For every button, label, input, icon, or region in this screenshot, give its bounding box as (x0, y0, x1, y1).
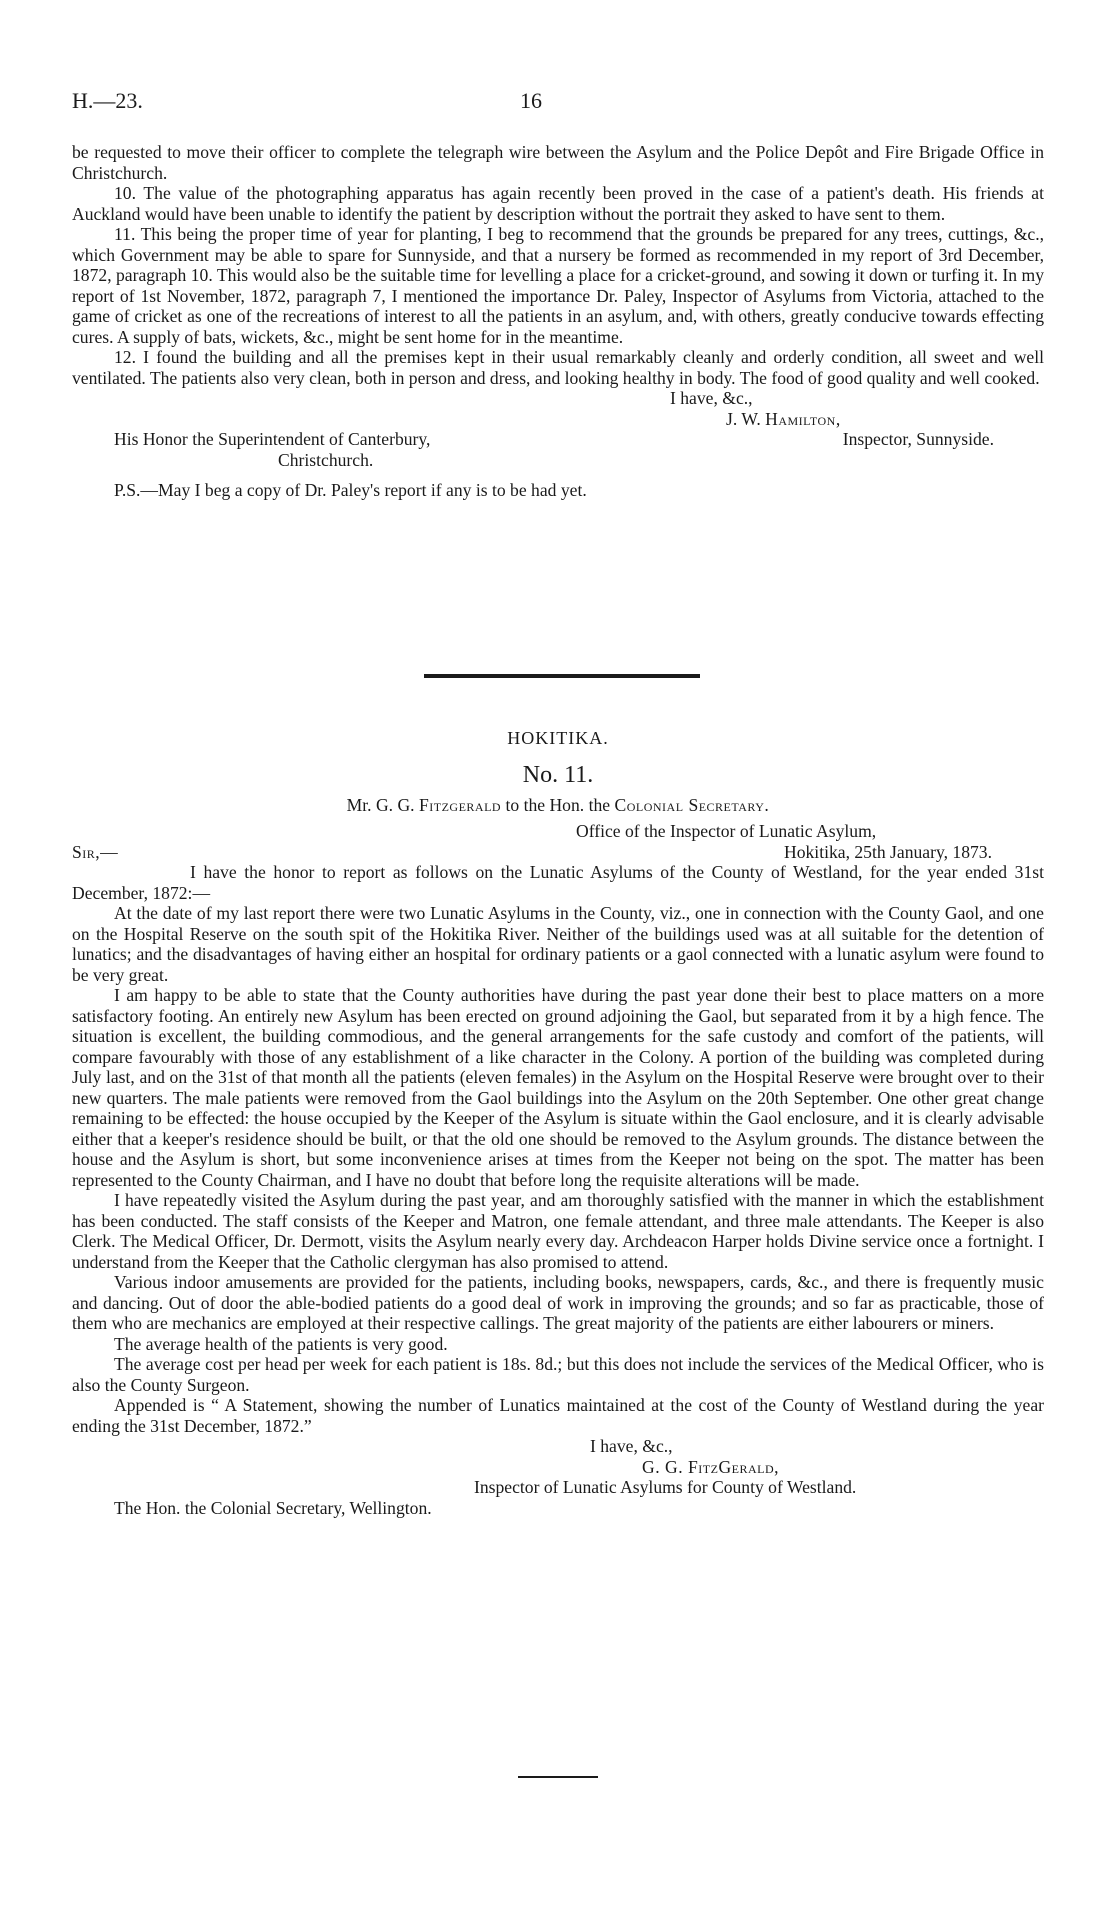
paragraph-2: At the date of my last report there were two Lunatic Asylums in the County, viz., one in connection with the County Gaol, and one on the Hospital Reserve on the south spit of the Hokitika River. Neither of the buildings used was at all suitable for the detention of lunatics; and the disadvantages of having either an hospital for ordinary patients or a gaol connected with a lunatic asylum were found to be very great. (72, 903, 1044, 985)
end-rule (518, 1776, 598, 1778)
letter-from-to (72, 795, 1044, 816)
paragraph-12: 12. I found the building and all the premises kept in their usual remarkably cleanly and orderly condition, all sweet and well ventilated. The patients also very clean, both in person and dress, and looking healthy in body. The food of good quality and well cooked. (72, 347, 1044, 388)
paragraph-11: 11. This being the proper time of year for planting, I beg to recommend that the grounds be prepared for any trees, cuttings, &c., which Government may be able to spare for Sunnyside, and that a nursery be formed as recommended in my report of 3rd December, 1872, paragraph 10. This would also be the suitable time for levelling a place for a cricket-ground, and sowing it down or turfing it. In my report of 1st November, 1872, paragraph 7, I mentioned the importance Dr. Paley, Inspector of Asylums from Victoria, attached to the game of cricket as one of the recreations of interest to all the patients in an asylum, and, with others, greatly conducive towards effecting cures. A supply of bats, wickets, &c., might be sent home for in the meantime. (72, 224, 1044, 347)
closing: I have, &c., (670, 388, 753, 408)
canterbury-letter (72, 142, 1044, 501)
postscript: P.S.—May I beg a copy of Dr. Paley's report if any is to be had yet. (114, 480, 587, 500)
from-prefix: Mr. G. G. (346, 794, 415, 815)
signer-title: Inspector of Lunatic Asylums for County of Westland. (474, 1477, 857, 1497)
paragraph-8: Appended is “ A Statement, showing the number of Lunatics maintained at the cost of the County of Westland during the year ending the 31st December, 1872.” (72, 1395, 1044, 1436)
to-the: to the Hon. the (505, 794, 611, 815)
paragraph-5: Various indoor amusements are provided for the patients, including books, newspapers, cards, &c., and there is frequently music and dancing. Out of door the able-bodied patients do a good deal of work in improving the grounds; and so far as practicable, those of them who are mechanics are employed at their respective callings. The great majority of the patients are either labourers or miners. (72, 1272, 1044, 1333)
to-name: Colonial Secretary. (614, 794, 770, 815)
paragraph-10: 10. The value of the photographing apparatus has again recently been proved in the case of a patient's death. His friends at Auckland would have been unable to identify the patient by description without the portrait they asked to have sent to them. (72, 183, 1044, 224)
signer-name: Hamilton, (765, 408, 841, 429)
from-name: Fitzgerald (418, 794, 502, 815)
paragraph-7: The average cost per head per week for each patient is 18s. 8d.; but this does not include the services of the Medical Officer, who is also the County Surgeon. (72, 1354, 1044, 1395)
paragraph-6: The average health of the patients is very good. (114, 1333, 448, 1354)
section-divider (424, 674, 700, 678)
letter-number: No. 11. (522, 761, 594, 788)
addressee-line-2: Christchurch. (278, 449, 374, 470)
signer-initials: J. W. (726, 408, 761, 429)
office-line-2: Hokitika, 25th January, 1873. (784, 841, 992, 862)
paragraph-4: I have repeatedly visited the Asylum during the past year, and am thoroughly satisfied with the manner in which the establishment has been conducted. The staff consists of the Keeper and Matron, one female attendant, and three male attendants. The Keeper is also Clerk. The Medical Officer, Dr. Dermott, visits the Asylum nearly every day. Archdeacon Harper holds Divine service once a fortnight. I understand from the Keeper that the Catholic clergyman has also promised to attend. (72, 1190, 1044, 1272)
office-line-1: Office of the Inspector of Lunatic Asylum, (576, 821, 877, 841)
addressee-line-1: His Honor the Superintendent of Canterbury, (114, 429, 431, 449)
paragraph-continuation: be requested to move their officer to complete the telegraph wire between the Asylum and the Police Depôt and Fire Brigade Office in Christchurch. (72, 142, 1044, 183)
report-reference: H.—23. (72, 88, 143, 113)
signer-name: G. G. FitzGerald, (642, 1456, 780, 1477)
address-row (72, 429, 1044, 450)
addressee: The Hon. the Colonial Secretary, Wellington. (114, 1497, 432, 1518)
page-number: 16 (520, 88, 542, 113)
hokitika-letter (72, 728, 1044, 1518)
closing: I have, &c., (590, 1436, 673, 1456)
signature (72, 409, 1044, 430)
salutation-row (72, 842, 1044, 863)
section-title: HOKITIKA. (507, 728, 609, 748)
signer-title: Inspector, Sunnyside. (842, 429, 994, 449)
paragraph-3: I am happy to be able to state that the County authorities have during the past year done their best to place matters on a more satisfactory footing. An entirely new Asylum has been erected on ground adjoining the Gaol, but separated from it by a high fence. The situation is excellent, the building commodious, and the general arrangements for the safe custody and comfort of the patients, will compare favourably with those of any establishment of a like character in the Colony. A portion of the building was completed during July last, and on the 31st of that month all the patients (eleven females) in the Asylum on the Hospital Reserve were brought over to their new quarters. The male patients were removed from the Gaol buildings into the Asylum on the 20th September. One other great change remaining to be effected: the house occupied by the Keeper of the Asylum is situate within the Gaol enclosure, and it is clearly advisable either that a keeper's residence should be built, or that the old one should be removed to the Asylum grounds. The distance between the house and the Asylum is short, but some inconvenience arises at times from the Keeper not being on the spot. The matter has been represented to the County Chairman, and I have no doubt that before long the requisite alterations will be made. (72, 985, 1044, 1190)
paragraph-1: I have the honor to report as follows on the Lunatic Asylums of the County of Westland, for the year ended 31st December, 1872:— (72, 862, 1044, 903)
salutation: Sir,— (72, 841, 119, 862)
